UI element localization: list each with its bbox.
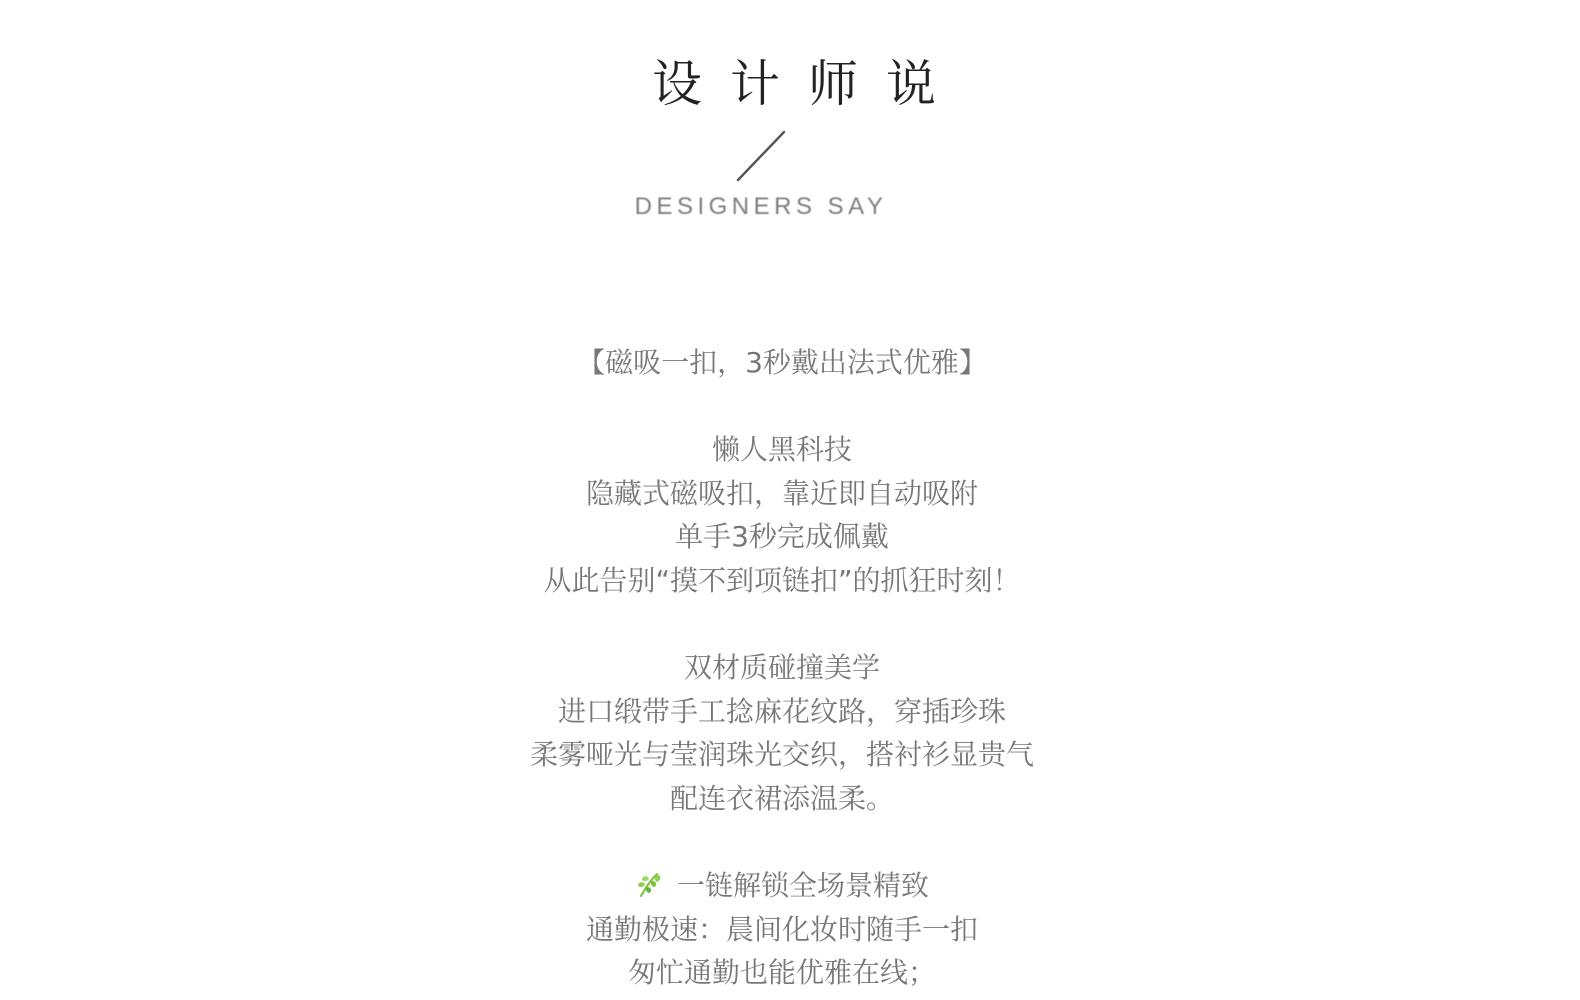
section-heading-material: 双材质碰撞美学 (683, 651, 880, 685)
section-heading-scenes (0, 864, 1564, 908)
description-body (0, 341, 1564, 995)
body-line: 配连衣裙添温柔。 (669, 781, 894, 815)
body-line: 通勤极速：晨间化妆时随手一扣 (585, 912, 978, 946)
section-heading-scenes-text: 一链解锁全场景精致 (676, 869, 929, 903)
spacer (0, 821, 1564, 865)
slash-divider (736, 130, 786, 182)
body-line: 匆忙通勤也能优雅在线； (627, 956, 936, 990)
section-heading-tech: 懒人黑科技 (711, 433, 852, 467)
leaf-icon (635, 869, 665, 899)
spacer (0, 603, 1564, 647)
page-title: 设计师说 (652, 55, 964, 113)
page-subtitle: DESIGNERS SAY (634, 193, 888, 220)
body-line: 隐藏式磁吸扣，靠近即自动吸附 (585, 476, 978, 510)
headline: 【磁吸一扣，3秒戴出法式优雅】 (577, 346, 987, 379)
body-line: 进口缎带手工捻麻花纹路，穿插珍珠 (557, 694, 1006, 728)
body-line: 柔雾哑光与莹润珠光交织，搭衬衫显贵气 (529, 738, 1034, 772)
body-line: 单手3秒完成佩戴 (675, 520, 889, 554)
body-line: 从此告别“摸不到项链扣”的抓狂时刻！ (543, 563, 1021, 597)
spacer (0, 385, 1564, 429)
